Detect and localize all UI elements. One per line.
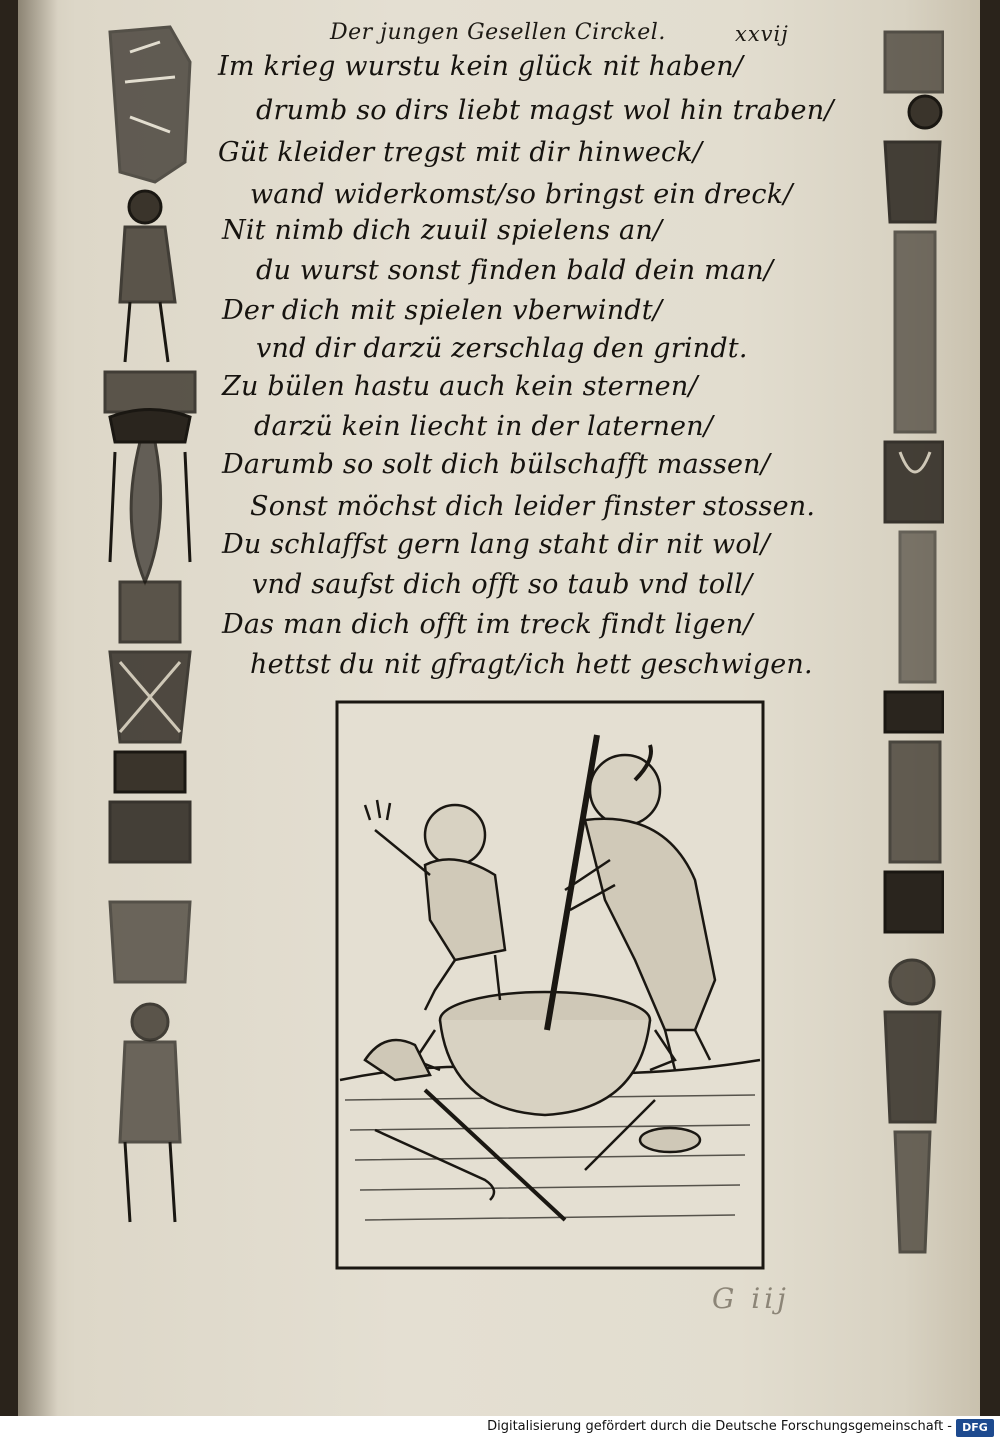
running-title: Der jungen Gesellen Circkel. bbox=[330, 20, 666, 45]
folio-number: xxvij bbox=[735, 22, 789, 46]
poem-line: du wurst sonst finden bald dein man/ bbox=[256, 255, 774, 286]
poem-line: vnd dir darzü zerschlag den grindt. bbox=[256, 333, 748, 364]
poem-line: vnd saufst dich offt so taub vnd toll/ bbox=[252, 569, 753, 600]
poem-line: Nit nimb dich zuuil spielens an/ bbox=[222, 215, 663, 246]
right-ornamental-border bbox=[880, 22, 944, 1262]
poem-line: hettst du nit gfragt/ich hett geschwigen. bbox=[250, 649, 813, 680]
dfg-logo: DFG bbox=[956, 1419, 994, 1437]
poem-line: Zu bülen hastu auch kein sternen/ bbox=[222, 371, 698, 402]
poem-line: drumb so dirs liebt magst wol hin traben/ bbox=[256, 95, 834, 126]
poem-line: Das man dich offt im treck findt ligen/ bbox=[222, 609, 753, 640]
poem-line: Du schlaffst gern lang staht dir nit wol/ bbox=[222, 529, 770, 560]
poem-line: wand widerkomst/so bringst ein dreck/ bbox=[250, 179, 793, 210]
gutter-shadow bbox=[18, 0, 58, 1416]
footer-bar bbox=[0, 1416, 1000, 1441]
woodcut-illustration bbox=[335, 700, 765, 1272]
poem-line: Der dich mit spielen vberwindt/ bbox=[222, 295, 663, 326]
poem-line: Darumb so solt dich bülschafft massen/ bbox=[222, 449, 771, 480]
poem-line: darzü kein liecht in der laternen/ bbox=[254, 411, 714, 442]
signature-mark: G iij bbox=[712, 1282, 790, 1315]
poem-line: Im krieg wurstu kein glück nit haben/ bbox=[218, 51, 744, 82]
left-ornamental-border bbox=[100, 22, 200, 1272]
poem-line: Güt kleider tregst mit dir hinweck/ bbox=[218, 137, 703, 168]
poem-line: Sonst möchst dich leider finster stossen. bbox=[250, 491, 816, 522]
funding-credit: Digitalisierung gefördert durch die Deutsche Forschungsgemeinschaft - bbox=[487, 1419, 952, 1434]
